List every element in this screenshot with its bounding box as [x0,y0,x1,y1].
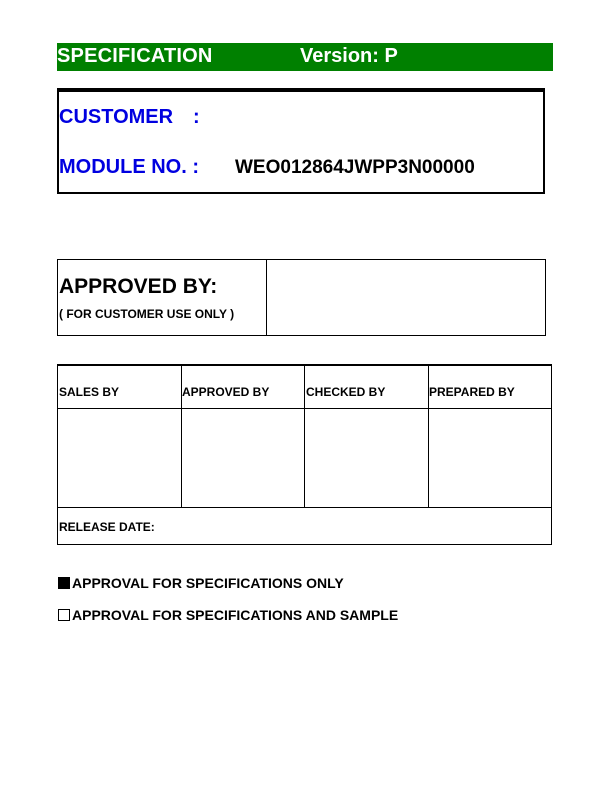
approval-divider [266,260,267,335]
specifications-only-label: APPROVAL FOR SPECIFICATIONS ONLY [72,575,344,591]
spec-version: Version: P [300,45,398,67]
module-number-value: WEO012864JWPP3N00000 [235,157,475,178]
col-header-checked-by: CHECKED BY [306,385,386,399]
customer-label: CUSTOMER [59,106,174,128]
specifications-only-checkbox[interactable] [58,577,70,589]
spec-title: SPECIFICATION [57,45,213,67]
col-header-sales-by: SALES BY [59,385,120,399]
module-number-label: MODULE NO. : [59,156,199,178]
spec-header-bar [57,43,553,71]
release-date-label: RELEASE DATE: [59,520,155,534]
customer-colon: : [193,106,200,128]
customer-use-only-note: ( FOR CUSTOMER USE ONLY ) [59,307,235,321]
col-header-approved-by: APPROVED BY [182,385,270,399]
column-divider [304,366,305,508]
specifications-and-sample-label: APPROVAL FOR SPECIFICATIONS AND SAMPLE [72,607,399,623]
header-row-divider [58,408,551,409]
specifications-and-sample-checkbox[interactable] [58,609,70,621]
release-row-divider [58,507,551,508]
approved-by-title: APPROVED BY: [59,275,218,298]
col-header-prepared-by: PREPARED BY [429,385,515,399]
